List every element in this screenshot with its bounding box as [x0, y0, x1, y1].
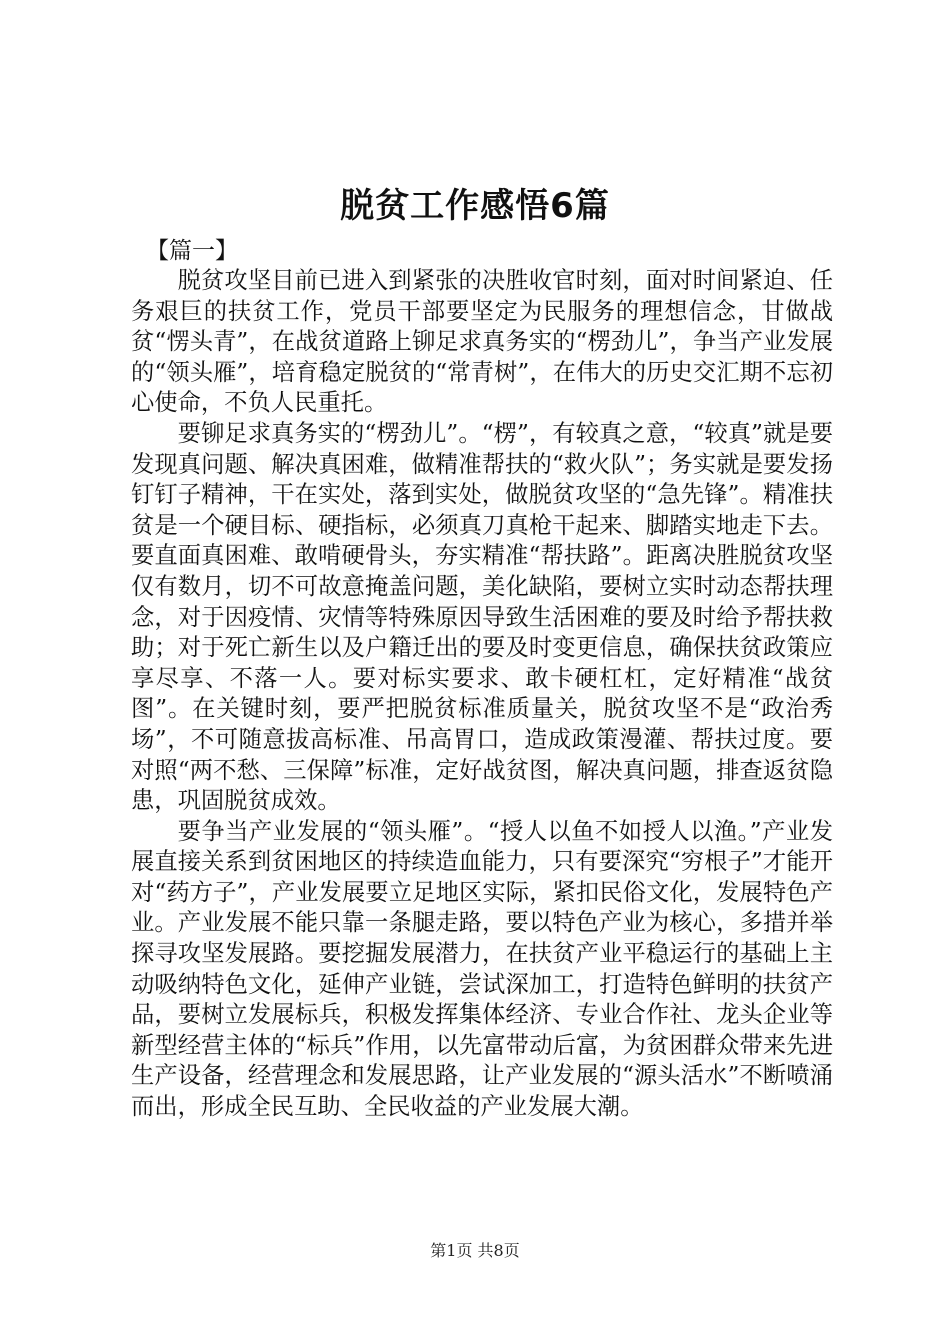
- paragraph: 要铆足求真务实的“楞劲儿”。“楞”，有较真之意，“较真”就是要发现真问题、解决真困难，做精准帮扶的“救火队”；务实就是要发扬钉钉子精神，干在实处，落到实处，做脱贫攻坚的“急先锋”。精准扶贫是一个硬目标、硬指标，必须真刀真枪干起来、脚踏实地走下去。要直面真困难、敢啃硬骨头，夯实精准“帮扶路”。距离决胜脱贫攻坚仅有数月，切不可故意掩盖问题，美化缺陷，要树立实时动态帮扶理念，对于因疫情、灾情等特殊原因导致生活困难的要及时给予帮扶救助；对于死亡新生以及户籍迁出的要及时变更信息，确保扶贫政策应享尽享、不落一人。要对标实要求、敢卡硬杠杠，定好精准“战贫图”。在关键时刻，要严把脱贫标准质量关，脱贫攻坚不是“政治秀场”，不可随意拔高标准、吊高胃口，造成政策漫灌、帮扶过度。要对照“两不愁、三保障”标准，定好战贫图，解决真问题，排查返贫隐患，巩固脱贫成效。: [131, 419, 833, 815]
- section-label: 【篇一】: [146, 238, 238, 264]
- document-title: 脱贫工作感悟6篇: [340, 186, 610, 226]
- paragraph: 脱贫攻坚目前已进入到紧张的决胜收官时刻，面对时间紧迫、任务艰巨的扶贫工作，党员干部要坚定为民服务的理想信念，甘做战贫“愣头青”，在战贫道路上铆足求真务实的“楞劲儿”，争当产业发展的“领头雁”，培育稳定脱贫的“常青树”，在伟大的历史交汇期不忘初心使命，不负人民重托。: [131, 267, 833, 417]
- document-body: [131, 266, 833, 1123]
- paragraph: 要争当产业发展的“领头雁”。“授人以鱼不如授人以渔。”产业发展直接关系到贫困地区的持续造血能力，只有要深究“穷根子”才能开对“药方子”，产业发展要立足地区实际，紧扣民俗文化，发展特色产业。产业发展不能只靠一条腿走路，要以特色产业为核心，多措并举探寻攻坚发展路。要挖掘发展潜力，在扶贫产业平稳运行的基础上主动吸纳特色文化，延伸产业链，尝试深加工，打造特色鲜明的扶贫产品，要树立发展标兵，积极发挥集体经济、专业合作社、龙头企业等新型经营主体的“标兵”作用，以先富带动后富，为贫困群众带来先进生产设备，经营理念和发展思路，让产业发展的“源头活水”不断喷涌而出，形成全民互助、全民收益的产业发展大潮。: [131, 817, 833, 1121]
- page-footer: 第1页 共8页: [430, 1241, 520, 1260]
